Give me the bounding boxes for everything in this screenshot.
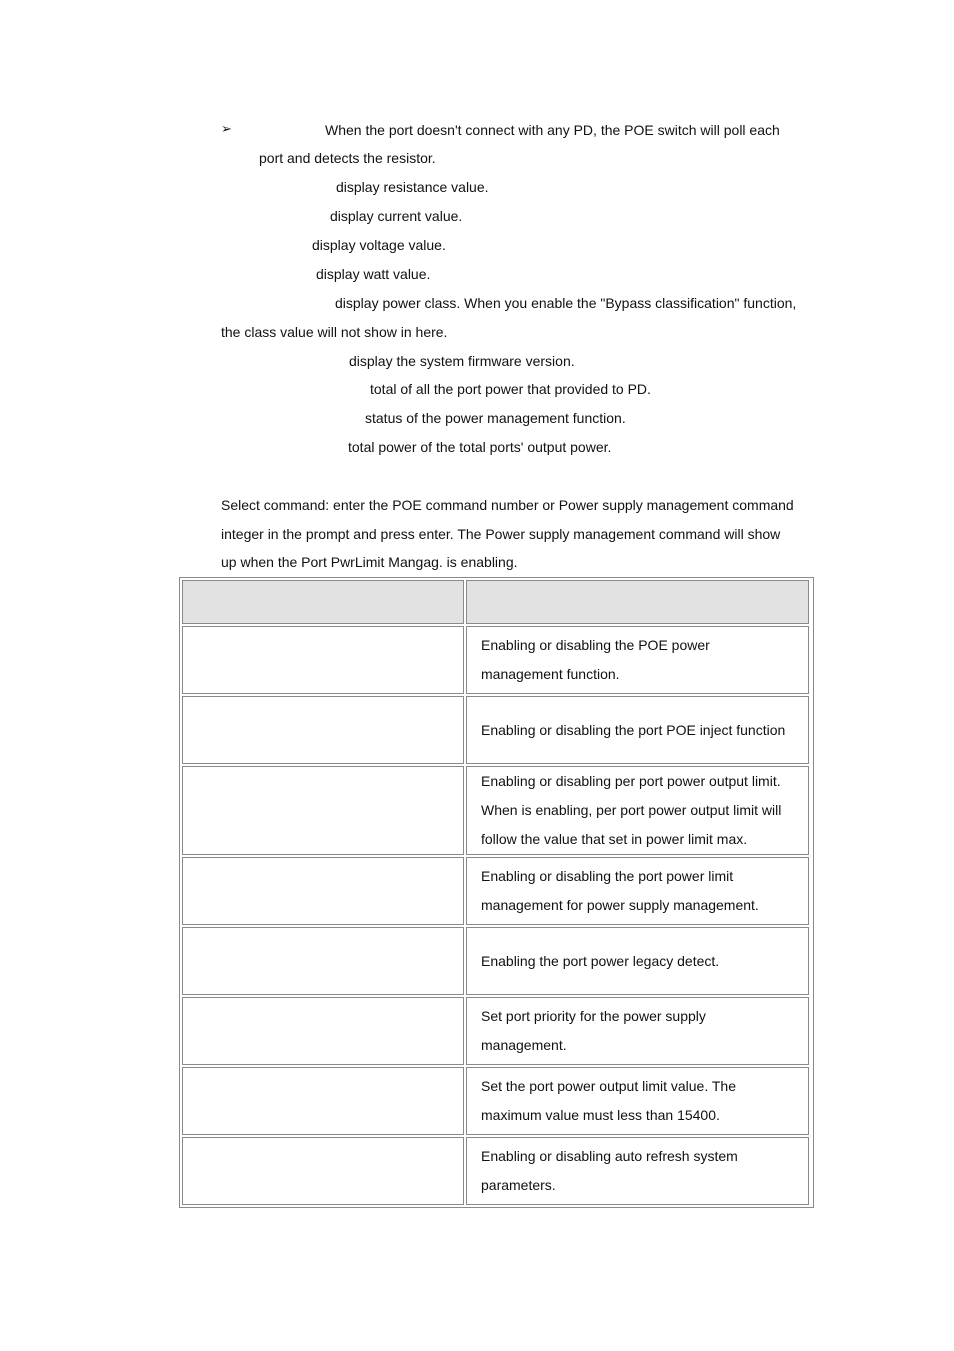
description-line: Set the port power output limit value. The [481,1078,736,1094]
table-cell-description [466,766,809,855]
table-cell-description [466,1137,809,1205]
table-row [182,997,809,1065]
description-line: Enabling the port power legacy detect. [481,952,720,969]
table-row [182,1067,809,1135]
table-cell-description [466,927,809,995]
description-line: Set port priority for the power supply [481,1008,706,1024]
command-table [179,577,814,1208]
table-cell-description [466,997,809,1065]
select-paragraph-line: up when the Port PwrLimit Mangag. is enabling. [221,554,518,570]
bullet-arrow-icon: ➢ [221,121,232,136]
intro-line: total of all the port power that provided to PD. [370,381,651,397]
description-line: management for power supply management. [481,897,759,913]
table-row [182,626,809,694]
table-cell-description [466,696,809,764]
table-cell-description [466,1067,809,1135]
table-cell-command [182,766,464,855]
intro-line: display resistance value. [336,179,489,195]
description-line: When is enabling, per port power output limit will [481,802,782,818]
intro-line: display watt value. [316,266,431,282]
intro-line: the class value will not show in here. [221,324,448,340]
intro-line: display the system firmware version. [349,353,575,369]
table-row [182,857,809,925]
table-row [182,766,809,855]
intro-line: status of the power management function. [365,410,626,426]
intro-line: display current value. [330,208,463,224]
table-cell-command [182,1067,464,1135]
description-line: Enabling or disabling the port POE inject function [481,721,786,738]
table-cell-description [466,857,809,925]
description-line: Enabling or disabling auto refresh system [481,1148,738,1164]
select-paragraph-line: Select command: enter the POE command number or Power supply management command [221,497,794,513]
table-row [182,1137,809,1205]
intro-line: total power of the total ports' output power. [348,439,612,455]
table-cell-command [182,927,464,995]
table-header-row [182,580,809,624]
table-cell-command [182,696,464,764]
intro-line: When the port doesn't connect with any PD, the POE switch will poll each [325,122,780,138]
description-line: parameters. [481,1177,556,1193]
description-line: Enabling or disabling per port power output limit. [481,773,781,789]
table-row [182,696,809,764]
table-header-cell-command [182,580,464,624]
description-line: maximum value must less than 15400. [481,1107,720,1123]
description-line: management function. [481,666,620,682]
table-cell-description [466,626,809,694]
table-cell-command [182,997,464,1065]
description-line: Enabling or disabling the port power limit [481,868,734,884]
description-line: follow the value that set in power limit max. [481,831,748,847]
select-paragraph-line: integer in the prompt and press enter. The Power supply management command will show [221,526,781,542]
intro-line: display voltage value. [312,237,446,253]
table-cell-command [182,857,464,925]
table-header-cell-description [466,580,809,624]
intro-line: display power class. When you enable the "Bypass classification" function, [335,295,797,311]
description-line: Enabling or disabling the POE power [481,637,710,653]
intro-line: port and detects the resistor. [259,150,436,166]
table-cell-command [182,1137,464,1205]
table-row [182,927,809,995]
description-line: management. [481,1037,567,1053]
table-cell-command [182,626,464,694]
